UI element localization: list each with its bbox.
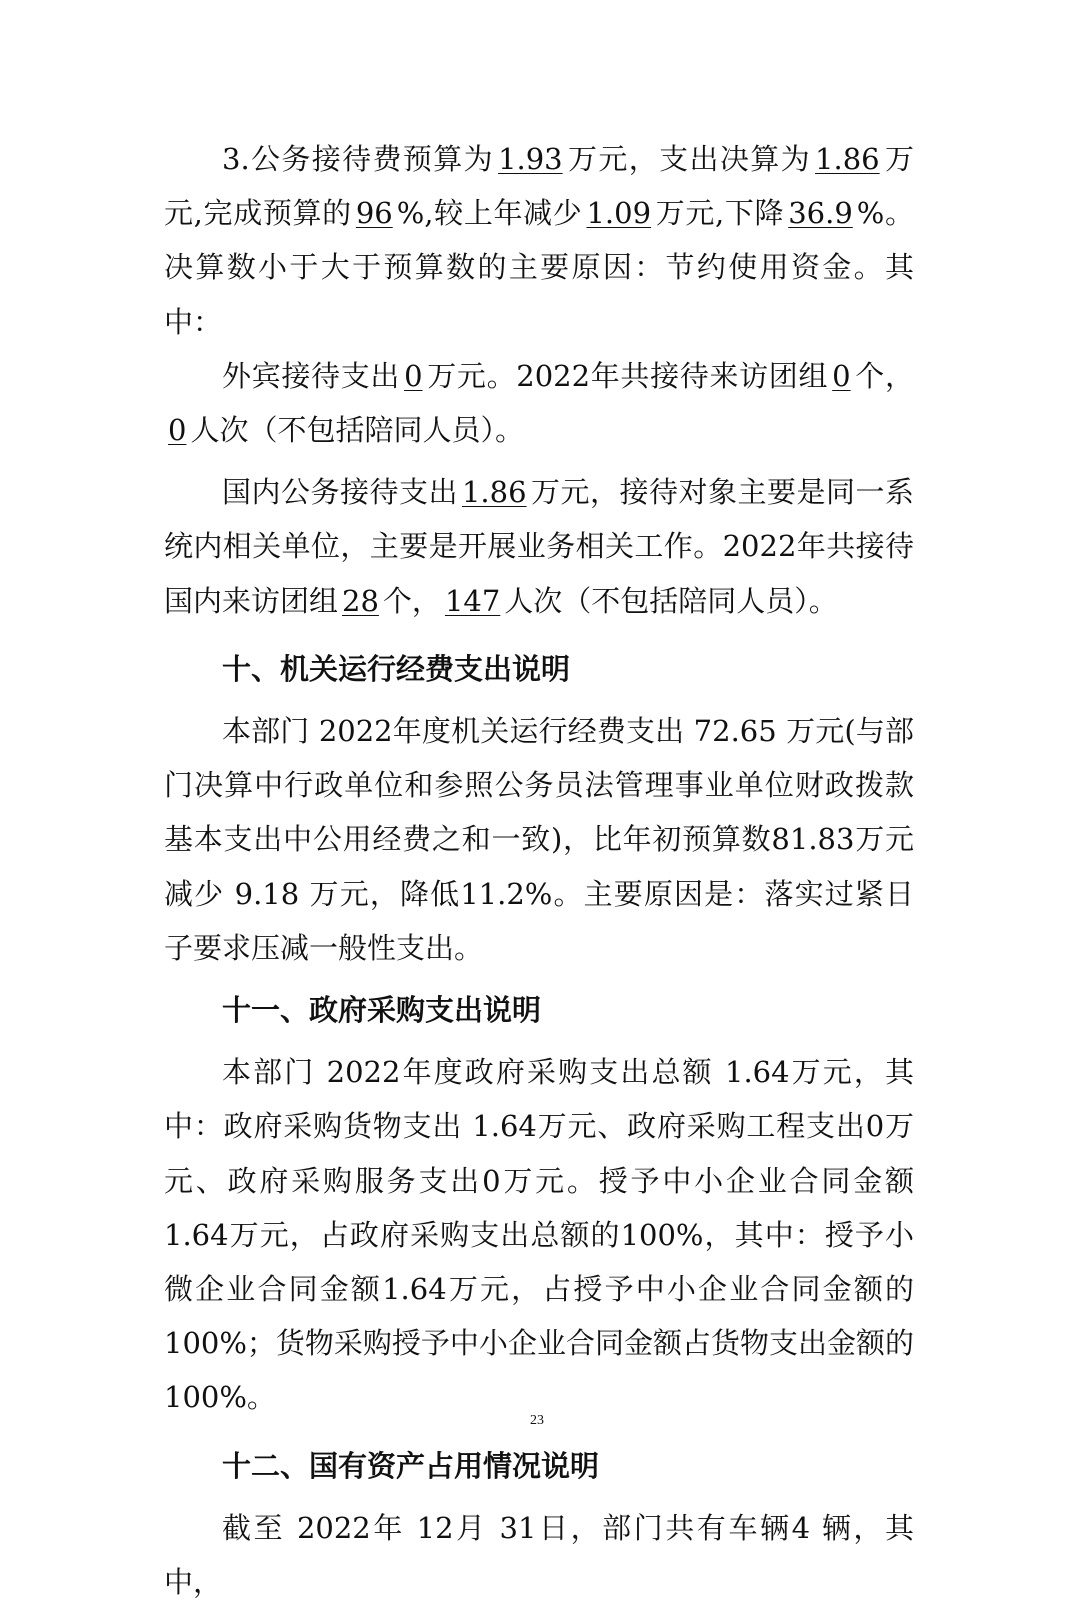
foreign-reception-groups: 0 <box>832 358 851 393</box>
text: 万元。2022年共接待来访团组 <box>426 358 829 393</box>
reception-completion-pct: 96 <box>355 196 393 231</box>
foreign-reception-amount: 0 <box>404 358 423 393</box>
text: 万元，接待对象主要是同一系统内相关单位，主要是开展业务相关工作。2022年共接待国内来访团组 <box>164 475 914 618</box>
section-heading-operating-expenses: 十、机关运行经费支出说明 <box>222 651 571 686</box>
domestic-reception-groups: 28 <box>342 583 379 618</box>
text: 万元,下降 <box>655 196 785 231</box>
text: 人次（不包括陪同人员）。 <box>190 413 524 448</box>
foreign-reception-paragraph <box>164 349 914 457</box>
reception-decrease-pct: 36.9 <box>788 196 853 231</box>
reception-budget-paragraph <box>164 132 914 349</box>
section-heading-government-procurement: 十一、政府采购支出说明 <box>222 993 542 1028</box>
reception-actual-value: 1.86 <box>815 142 880 176</box>
text: 国内公务接待支出 <box>222 475 458 510</box>
text: 人次（不包括陪同人员）。 <box>504 583 838 618</box>
section-heading-state-assets: 十二、国有资产占用情况说明 <box>222 1448 600 1483</box>
page-number: 23 <box>530 1413 544 1428</box>
document-body <box>164 132 914 1609</box>
text: 万元,完成预算的 <box>164 142 914 231</box>
domestic-reception-persons: 147 <box>444 583 501 618</box>
text: %,较上年减少 <box>396 196 583 231</box>
state-assets-paragraph: 截至 2022年 12月 31日，部门共有车辆4 辆，其中， <box>164 1510 914 1600</box>
government-procurement-paragraph: 本部门 2022年度政府采购支出总额 1.64万元，其中：政府采购货物支出 1.64万元、政府采购工程支出0万元、政府采购服务支出0万元。授予中小企业合同金额1.64万元，占政府采购支出总额的100%，其中：授予小微企业合同金额1.64万元，占授予中小企业合同金额的100%；货物采购授予中小企业合同金额占货物支出金额的100%。 <box>164 1055 914 1415</box>
text: 个， <box>382 583 441 618</box>
reception-decrease-value: 1.09 <box>586 196 652 231</box>
reception-budget-value: 1.93 <box>498 142 563 176</box>
domestic-reception-paragraph <box>164 465 914 628</box>
text: 外宾接待支出 <box>222 358 401 393</box>
text: %。决算数小于大于预算数的主要原因：节约使用资金。其中： <box>164 196 915 339</box>
foreign-reception-persons: 0 <box>168 413 187 448</box>
text: 万元，支出决算为 <box>566 142 812 176</box>
operating-expenses-paragraph: 本部门 2022年度机关运行经费支出 72.65 万元(与部门决算中行政单位和参照公务员法管理事业单位财政拨款基本支出中公用经费之和一致)，比年初预算数81.83万元减少 9.18 万元，降低11.2%。主要原因是：落实过紧日子要求压减一般性支出。 <box>164 714 914 965</box>
domestic-reception-amount: 1.86 <box>461 475 527 510</box>
text: 个， <box>854 358 914 393</box>
text: 3.公务接待费预算为 <box>222 142 495 176</box>
